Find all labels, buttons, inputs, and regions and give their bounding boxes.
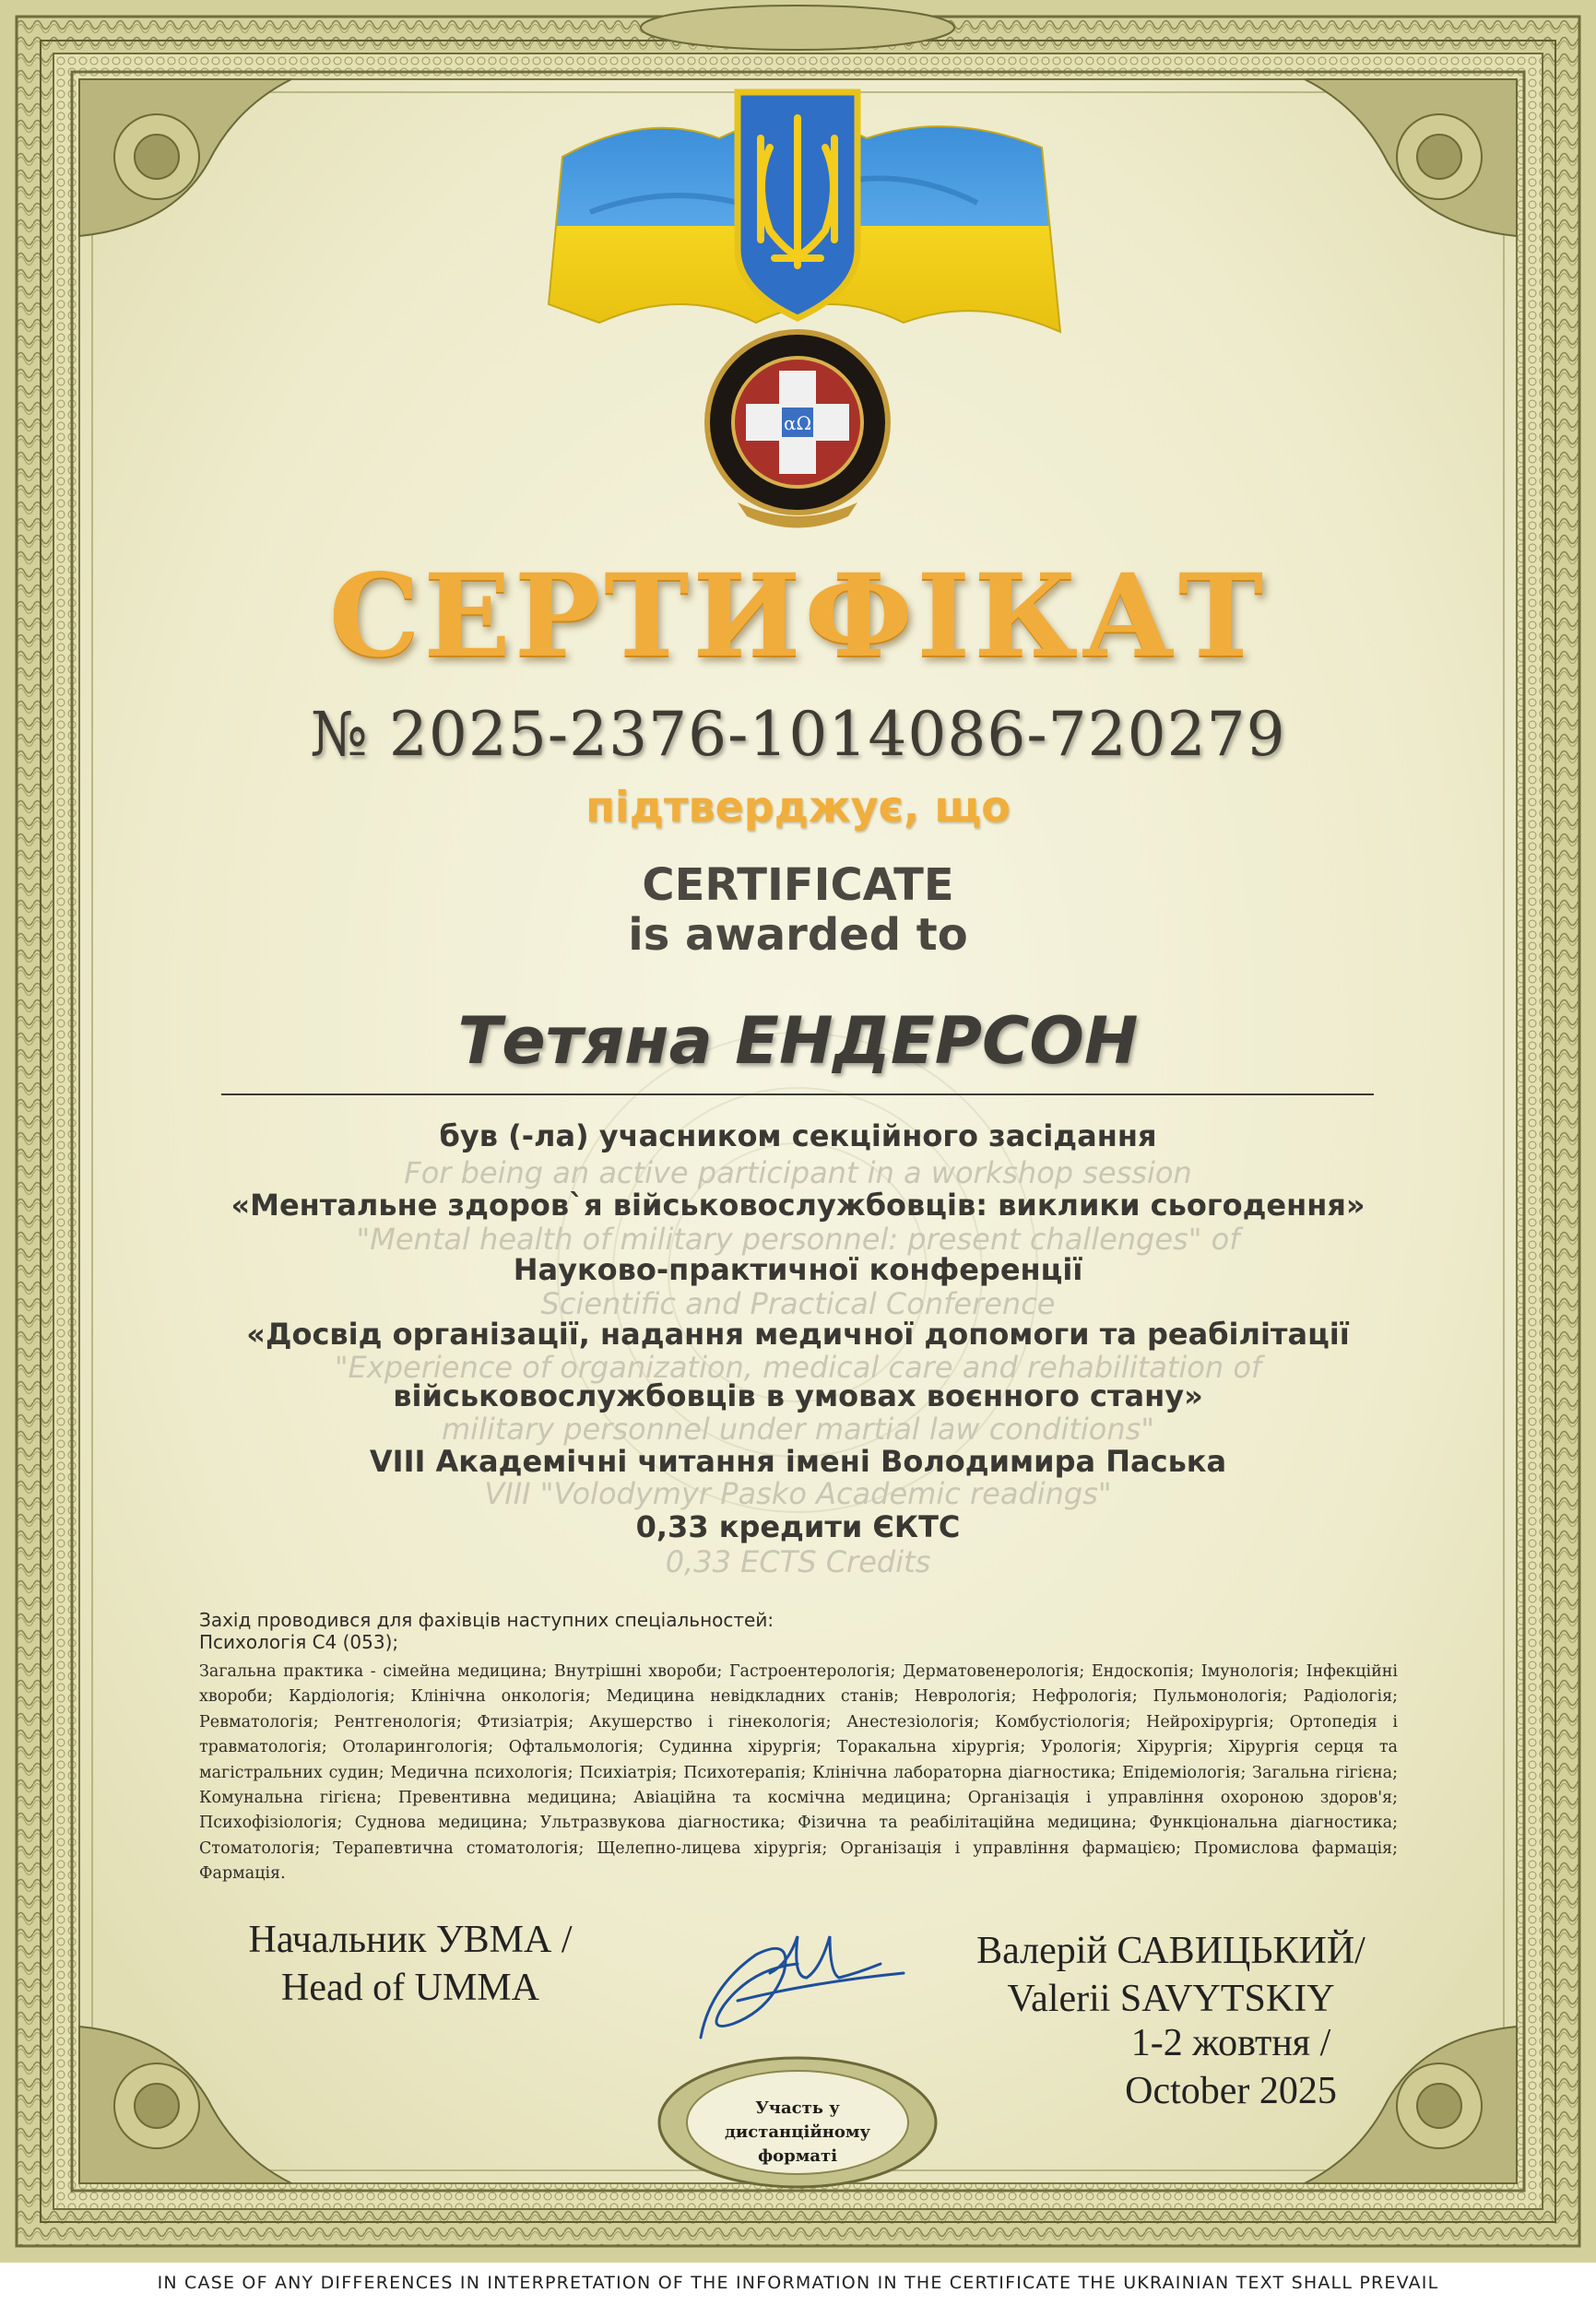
- body-line-uk: Науково-практичної конференції: [513, 1252, 1083, 1287]
- badge-line: форматі: [757, 2146, 838, 2166]
- position-en: Head of UMMA: [281, 1967, 539, 2009]
- body-line-uk: був (-ла) учасником секційного засідання: [439, 1118, 1157, 1153]
- trident-icon: [738, 92, 857, 318]
- body-line-en: For being an active participant in a workshop session: [404, 1155, 1192, 1190]
- body-line-en: "Experience of organization, medical care and rehabilitation of: [334, 1350, 1262, 1385]
- event-date: [1070, 2019, 1392, 2115]
- body-line-en: VIII "Volodymyr Pasko Academic readings": [484, 1476, 1112, 1511]
- svg-text:αΩ: αΩ: [783, 412, 812, 434]
- badge-line: Участь у: [755, 2098, 840, 2118]
- body-line-uk: VIII Академічні читання імені Володимира Паська: [369, 1444, 1227, 1479]
- certificate-title-en-line: CERTIFICATE: [642, 859, 954, 911]
- certificate-title: СЕРТИФІКАТ: [328, 550, 1268, 683]
- recipient-name: Тетяна ЕНДЕРСОН: [457, 1003, 1139, 1079]
- body-line-uk: «Досвід організації, надання медичної допомоги та реабілітації: [246, 1317, 1350, 1352]
- footer-disclaimer: IN CASE OF ANY DIFFERENCES IN INTERPRETATION OF THE INFORMATION IN THE CERTIFICATE THE UKRAINIAN TEXT SHALL PREVAIL: [0, 2263, 1596, 2305]
- body-line-uk: військовослужбовців в умовах воєнного стану»: [393, 1378, 1203, 1413]
- body-line-uk: «Ментальне здоров`я військовослужбовців: виклики сьогодення»: [231, 1188, 1365, 1223]
- awarded-to-line: is awarded to: [628, 909, 968, 961]
- date-en: October 2025: [1125, 2070, 1337, 2112]
- specialties-heading-text: Захід проводився для фахівців наступних спеціальностей:: [199, 1609, 774, 1631]
- specialties-heading: [199, 1609, 1398, 1653]
- credits-line-uk: 0,33 кредити ЄКТС: [635, 1509, 961, 1544]
- date-uk: 1-2 жовтня /: [1130, 2022, 1331, 2064]
- certificate-title-en: [0, 860, 1596, 960]
- signatory-position: [198, 1916, 622, 2012]
- signatory-name: [913, 1927, 1429, 2023]
- certificate-number: № 2025-2376-1014086-720279: [310, 699, 1286, 770]
- credits-line-en: 0,33 ECTS Credits: [665, 1544, 931, 1579]
- body-line-en: "Mental health of military personnel: present challenges" of: [356, 1222, 1240, 1257]
- name-underline: [221, 1093, 1374, 1095]
- confirms-text: підтверджує, що: [585, 782, 1011, 832]
- badge-line: дистанційному: [724, 2122, 871, 2142]
- name-en: Valerii SAVYTSKIY: [1007, 1978, 1335, 2020]
- body-line-en: Scientific and Practical Conference: [540, 1286, 1056, 1321]
- specialties-psychology: Психологія С4 (053);: [199, 1631, 399, 1653]
- distance-format-text: [687, 2097, 908, 2169]
- position-uk: Начальник УВМА /: [248, 1919, 573, 1961]
- specialties-list: Загальна практика - сімейна медицина; Внутрішні хвороби; Гастроентерологія; Дерматовенерологія; Ендоскопія; Імунологія; Інфекційні хвороби; Кардіологія; Клінічна онкологія; Медицина невідкладних станів; Неврологія; Нефрологія; Пульмонологія; Радіологія; Ревматологія; Рентгенологія; Фтизіатрія; Акушерство і гінекологія; Анестезіологія; Комбустіологія; Нейрохірургія; Ортопедія і травматологія; Отоларингологія; Офтальмологія; Судинна хірургія; Торакальна хірургія; Урологія; Хірургія; Хірургія серця та магістральних судин; Медична психологія; Психіатрія; Психотерапія; Клінічна лабораторна діагностика; Епідеміологія; Загальна гігієна; Комунальна гігієна; Превентивна медицина; Авіаційна та космічна медицина; Організація і управління охороною здоров'я; Психофізіологія; Суднова медицина; Ультразвукова діагностика; Фізична та реабілітаційна медицина; Функціональна діагностика; Стоматологія; Терапевтична стоматологія; Щелепно-лицева хірургія; Організація і управління фармацією; Промислова фармація; Фармація.: [199, 1662, 1398, 1884]
- body-line-en: military personnel under martial law conditions": [441, 1412, 1155, 1447]
- name-uk: Валерій САВИЦЬКИЙ/: [976, 1930, 1365, 1972]
